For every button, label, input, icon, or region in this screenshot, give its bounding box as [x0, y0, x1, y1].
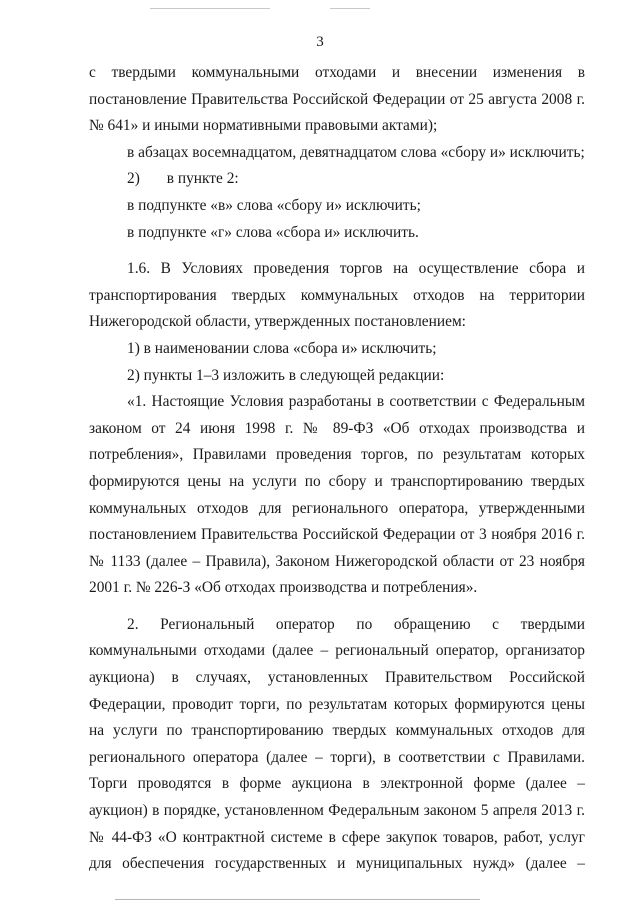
text-line: Федерации, проводит торги, по результатам которых формируются цены — [89, 695, 585, 713]
text-line: 2) в пункте 2: — [127, 170, 239, 188]
text-line: в подпункте «в» слова «сбору и» исключить; — [127, 196, 421, 214]
text-line: № 44-ФЗ «О контрактной системе в сфере закупок товаров, работ, услуг — [89, 828, 585, 846]
text-line: коммунальными отходами (далее – региональный оператор, организатор — [89, 642, 585, 660]
text-line: постановление Правительства Российской Федерации от 25 августа 2008 г. — [89, 90, 585, 108]
text-line: транспортирования твердых коммунальных отходов на территории — [89, 286, 585, 304]
text-line: аукциона) в случаях, установленных Правительством Российской — [89, 669, 585, 687]
text-line: для обеспечения государственных и муниципальных нужд» (далее – — [89, 855, 585, 873]
text-line: аукцион) в порядке, установленном Федеральным законом 5 апреля 2013 г. — [89, 802, 585, 820]
text-line: Торги проводятся в форме аукциона в электронной форме (далее – — [89, 775, 585, 793]
text-line: № 641» и иными нормативными правовыми актами); — [89, 117, 438, 135]
text-line: 1) в наименовании слова «сбора и» исключить; — [127, 339, 437, 357]
text-line: 2001 г. № 226-З «Об отходах производства и потребления». — [89, 579, 478, 597]
text-line: Нижегородской области, утвержденных постановлением: — [89, 313, 466, 331]
text-line: на услуги по транспортированию твердых коммунальных отходов для — [89, 722, 585, 740]
text-line: № 1133 (далее – Правила), Законом Нижегородской области от 23 ноября — [89, 552, 585, 570]
text-line: 2) пункты 1–3 изложить в следующей редакции: — [127, 366, 445, 384]
text-line: в подпункте «г» слова «сбора и» исключить. — [127, 223, 419, 241]
text-line: в абзацах восемнадцатом, девятнадцатом слова «сбору и» исключить; — [127, 143, 585, 161]
page-number: 3 — [316, 34, 324, 50]
text-line: «1. Настоящие Условия разработаны в соответствии с Федеральным — [127, 393, 585, 411]
text-line: формируются цены на услуги по сбору и транспортированию твердых — [89, 472, 585, 490]
text-line: законом от 24 июня 1998 г. № 89-ФЗ «Об отходах производства и — [89, 419, 585, 437]
text-line: 1.6. В Условиях проведения торгов на осуществление сбора и — [127, 260, 585, 278]
paragraph-gap — [89, 602, 585, 612]
scan-artifact-top-2 — [330, 8, 370, 9]
text-line: с твердыми коммунальными отходами и внесении изменения в — [89, 64, 585, 81]
scan-artifact-bottom — [115, 899, 480, 900]
text-line: постановлением Правительства Российской Федерации от 3 ноября 2016 г. — [89, 526, 585, 544]
paragraph-gap — [89, 246, 585, 256]
text-line: 2. Региональный оператор по обращению с твердыми — [127, 615, 585, 633]
text-line: потребления», Правилами проведения торгов, по результатам которых — [89, 446, 585, 464]
document-body — [89, 60, 585, 878]
text-line: коммунальных отходов для регионального оператора, утвержденными — [89, 499, 585, 517]
text-line: регионального оператора (далее – торги), в соответствии с Правилами. — [89, 748, 585, 766]
scan-artifact-top — [150, 8, 270, 9]
